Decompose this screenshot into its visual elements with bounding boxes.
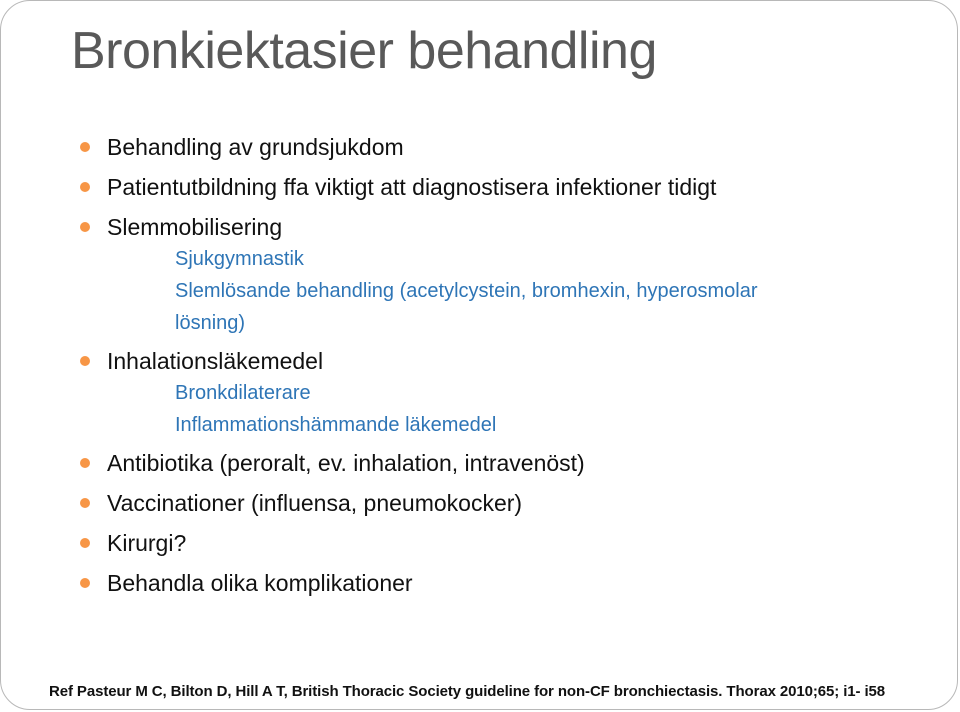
slide-title: Bronkiektasier behandling — [71, 22, 657, 80]
bullet-text: Vaccinationer (influensa, pneumokocker) — [107, 490, 523, 516]
bullet-item — [79, 443, 939, 483]
bullet-item — [79, 563, 939, 603]
bullet-dot-icon — [80, 142, 90, 152]
bullet-text: Antibiotika (peroralt, ev. inhalation, intravenöst) — [107, 450, 585, 476]
sub-item: Sjukgymnastik — [175, 248, 304, 270]
bullet-text: Inhalationsläkemedel — [107, 348, 324, 374]
bullet-text: Behandla olika komplikationer — [107, 570, 413, 596]
bullet-text: Kirurgi? — [107, 530, 187, 556]
bullet-item — [79, 207, 939, 247]
bullet-dot-icon — [80, 222, 90, 232]
bullet-item — [79, 127, 939, 167]
bullet-text: Slemmobilisering — [107, 214, 283, 240]
bullet-dot-icon — [80, 458, 90, 468]
bullet-list — [79, 127, 939, 603]
bullet-dot-icon — [80, 498, 90, 508]
reference-citation: Ref Pasteur M C, Bilton D, Hill A T, British Thoracic Society guideline for non-CF bronchiectasis. Thorax 2010;65; i1- i58 — [49, 683, 886, 700]
bullet-dot-icon — [80, 182, 90, 192]
bullet-dot-icon — [80, 578, 90, 588]
bullet-dot-icon — [80, 538, 90, 548]
bullet-item — [79, 341, 939, 381]
bullet-text: Behandling av grundsjukdom — [107, 134, 404, 160]
bullet-text: Patientutbildning ffa viktigt att diagnostisera infektioner tidigt — [107, 174, 717, 200]
sub-item: Inflammationshämmande läkemedel — [175, 414, 497, 436]
sub-item-continuation: lösning) — [175, 312, 246, 334]
bullet-item — [79, 167, 939, 207]
bullet-item — [79, 523, 939, 563]
sub-item: Slemlösande behandling (acetylcystein, bromhexin, hyperosmolar — [175, 280, 758, 302]
bullet-item — [79, 483, 939, 523]
sub-item: Bronkdilaterare — [175, 382, 311, 404]
bullet-dot-icon — [80, 356, 90, 366]
